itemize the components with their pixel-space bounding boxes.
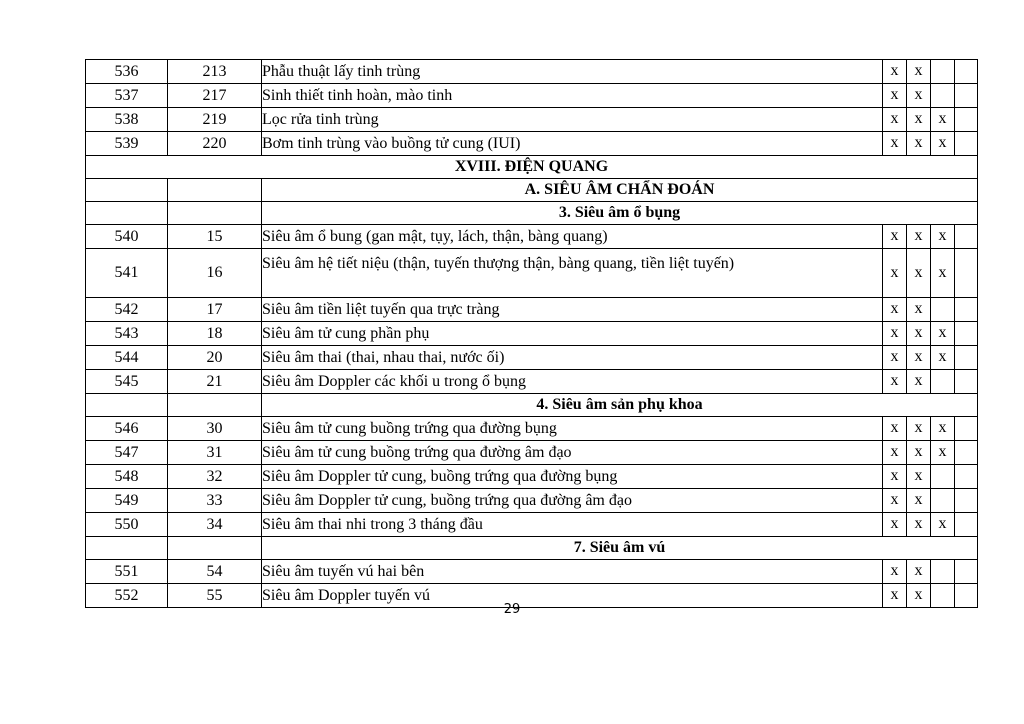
row-tt: 32	[168, 465, 262, 489]
row-mark-cell	[931, 84, 955, 108]
row-mark-cell	[907, 441, 931, 465]
section-title: A. SIÊU ÂM CHẨN ĐOÁN	[262, 179, 978, 202]
row-mark-cell	[883, 108, 907, 132]
empty-cell	[168, 179, 262, 202]
mark-x: x	[890, 62, 899, 79]
mark-x: x	[890, 491, 899, 508]
mark-x: x	[890, 110, 899, 127]
row-mark-cell	[907, 108, 931, 132]
empty-cell	[86, 394, 168, 417]
table-row	[86, 370, 978, 394]
mark-x: x	[914, 86, 923, 103]
row-mark-cell	[955, 132, 978, 156]
row-mark-cell	[931, 560, 955, 584]
row-procedure-name: Siêu âm tử cung buồng trứng qua đường âm đạo	[262, 441, 883, 465]
row-stt: 536	[86, 60, 168, 84]
mark-x: x	[914, 62, 923, 79]
table-row	[86, 465, 978, 489]
table-row	[86, 441, 978, 465]
mark-x: x	[890, 263, 899, 281]
row-mark-cell	[883, 249, 907, 298]
row-stt: 551	[86, 560, 168, 584]
row-mark-cell	[955, 322, 978, 346]
table-row	[86, 225, 978, 249]
row-mark-cell	[883, 322, 907, 346]
mark-x: x	[914, 515, 923, 532]
table-row	[86, 560, 978, 584]
row-procedure-name: Sinh thiết tinh hoàn, mào tinh	[262, 84, 883, 108]
row-procedure-name: Phẫu thuật lấy tinh trùng	[262, 60, 883, 84]
row-procedure-name: Siêu âm tuyến vú hai bên	[262, 560, 883, 584]
chapter-title: XVIII. ĐIỆN QUANG	[86, 156, 978, 179]
row-mark-cell	[955, 560, 978, 584]
mark-x: x	[914, 586, 923, 603]
row-mark-cell	[883, 60, 907, 84]
table-row	[86, 249, 978, 298]
row-mark-cell	[931, 370, 955, 394]
mark-x: x	[914, 419, 923, 436]
row-stt: 544	[86, 346, 168, 370]
row-tt: 16	[168, 249, 262, 298]
row-mark-cell	[931, 249, 955, 298]
row-mark-cell	[907, 513, 931, 537]
row-tt: 15	[168, 225, 262, 249]
section-row	[86, 202, 978, 225]
row-mark-cell	[883, 441, 907, 465]
mark-x: x	[890, 372, 899, 389]
row-mark-cell	[883, 132, 907, 156]
row-tt: 17	[168, 298, 262, 322]
table-row	[86, 298, 978, 322]
row-mark-cell	[955, 346, 978, 370]
row-mark-cell	[931, 225, 955, 249]
row-mark-cell	[883, 298, 907, 322]
row-procedure-name: Siêu âm hệ tiết niệu (thận, tuyến thượng thận, bàng quang, tiền liệt tuyến)	[262, 249, 883, 298]
row-stt: 550	[86, 513, 168, 537]
mark-x: x	[890, 467, 899, 484]
row-procedure-name: Bơm tinh trùng vào buồng tử cung (IUI)	[262, 132, 883, 156]
row-mark-cell	[955, 298, 978, 322]
mark-x: x	[914, 562, 923, 579]
row-mark-cell	[883, 370, 907, 394]
row-mark-cell	[931, 489, 955, 513]
section-row	[86, 179, 978, 202]
mark-x: x	[890, 586, 899, 603]
row-mark-cell	[931, 60, 955, 84]
mark-x: x	[914, 443, 923, 460]
row-tt: 31	[168, 441, 262, 465]
row-mark-cell	[907, 132, 931, 156]
row-mark-cell	[883, 84, 907, 108]
row-mark-cell	[883, 489, 907, 513]
row-mark-cell	[907, 298, 931, 322]
row-procedure-name: Siêu âm Doppler tử cung, buồng trứng qua đường âm đạo	[262, 489, 883, 513]
mark-x: x	[938, 110, 947, 127]
section-row	[86, 394, 978, 417]
row-mark-cell	[955, 417, 978, 441]
mark-x: x	[938, 443, 947, 460]
mark-x: x	[938, 134, 947, 151]
table-row	[86, 60, 978, 84]
row-stt: 552	[86, 584, 168, 608]
page-number: 29	[503, 602, 521, 617]
row-mark-cell	[955, 108, 978, 132]
row-tt: 18	[168, 322, 262, 346]
row-mark-cell	[931, 513, 955, 537]
row-stt: 547	[86, 441, 168, 465]
row-mark-cell	[955, 225, 978, 249]
row-mark-cell	[907, 322, 931, 346]
row-mark-cell	[883, 513, 907, 537]
table-row	[86, 346, 978, 370]
table-row	[86, 489, 978, 513]
row-stt: 543	[86, 322, 168, 346]
row-mark-cell	[907, 225, 931, 249]
mark-x: x	[890, 324, 899, 341]
row-mark-cell	[931, 132, 955, 156]
row-mark-cell	[907, 60, 931, 84]
section-title: 3. Siêu âm ổ bụng	[262, 202, 978, 225]
row-mark-cell	[955, 84, 978, 108]
row-mark-cell	[955, 465, 978, 489]
row-stt: 548	[86, 465, 168, 489]
procedure-table	[85, 59, 978, 608]
mark-x: x	[890, 86, 899, 103]
row-procedure-name: Siêu âm thai nhi trong 3 tháng đầu	[262, 513, 883, 537]
row-tt: 55	[168, 584, 262, 608]
row-mark-cell	[907, 370, 931, 394]
row-mark-cell	[955, 249, 978, 298]
row-mark-cell	[955, 489, 978, 513]
mark-x: x	[890, 515, 899, 532]
row-stt: 538	[86, 108, 168, 132]
row-stt: 541	[86, 249, 168, 298]
mark-x: x	[914, 372, 923, 389]
table-row	[86, 417, 978, 441]
row-tt: 21	[168, 370, 262, 394]
chapter-row	[86, 156, 978, 179]
row-stt: 540	[86, 225, 168, 249]
row-tt: 220	[168, 132, 262, 156]
row-procedure-name: Siêu âm tiền liệt tuyến qua trực tràng	[262, 298, 883, 322]
mark-x: x	[914, 263, 923, 281]
mark-x: x	[890, 562, 899, 579]
row-tt: 34	[168, 513, 262, 537]
row-procedure-name: Lọc rửa tinh trùng	[262, 108, 883, 132]
row-mark-cell	[907, 560, 931, 584]
procedure-table-body	[86, 60, 978, 608]
row-stt: 539	[86, 132, 168, 156]
row-tt: 54	[168, 560, 262, 584]
row-mark-cell	[883, 417, 907, 441]
mark-x: x	[914, 134, 923, 151]
row-stt: 537	[86, 84, 168, 108]
empty-cell	[86, 537, 168, 560]
row-procedure-name: Siêu âm Doppler tử cung, buồng trứng qua đường bụng	[262, 465, 883, 489]
row-mark-cell	[907, 417, 931, 441]
empty-cell	[86, 202, 168, 225]
row-mark-cell	[955, 513, 978, 537]
empty-cell	[168, 394, 262, 417]
row-mark-cell	[931, 298, 955, 322]
row-mark-cell	[955, 441, 978, 465]
row-mark-cell	[955, 60, 978, 84]
section-title: 4. Siêu âm sản phụ khoa	[262, 394, 978, 417]
row-procedure-name: Siêu âm Doppler tuyến vú	[262, 584, 883, 608]
table-row	[86, 108, 978, 132]
mark-x: x	[938, 227, 947, 244]
row-mark-cell	[907, 489, 931, 513]
row-stt: 545	[86, 370, 168, 394]
row-mark-cell	[931, 108, 955, 132]
row-procedure-name: Siêu âm ổ bung (gan mật, tụy, lách, thận, bàng quang)	[262, 225, 883, 249]
row-stt: 542	[86, 298, 168, 322]
row-procedure-name: Siêu âm tử cung phần phụ	[262, 322, 883, 346]
row-stt: 546	[86, 417, 168, 441]
row-mark-cell	[883, 346, 907, 370]
section-row	[86, 537, 978, 560]
row-mark-cell	[883, 465, 907, 489]
mark-x: x	[914, 300, 923, 317]
mark-x: x	[938, 419, 947, 436]
mark-x: x	[890, 419, 899, 436]
mark-x: x	[938, 348, 947, 365]
empty-cell	[168, 202, 262, 225]
mark-x: x	[914, 110, 923, 127]
mark-x: x	[890, 443, 899, 460]
row-tt: 20	[168, 346, 262, 370]
row-mark-cell	[907, 465, 931, 489]
empty-cell	[86, 179, 168, 202]
row-tt: 213	[168, 60, 262, 84]
mark-x: x	[938, 263, 947, 281]
row-mark-cell	[955, 370, 978, 394]
table-row	[86, 513, 978, 537]
row-mark-cell	[931, 465, 955, 489]
row-stt: 549	[86, 489, 168, 513]
row-mark-cell	[907, 84, 931, 108]
row-tt: 219	[168, 108, 262, 132]
empty-cell	[168, 537, 262, 560]
row-procedure-name: Siêu âm tử cung buồng trứng qua đường bụng	[262, 417, 883, 441]
mark-x: x	[938, 324, 947, 341]
mark-x: x	[890, 227, 899, 244]
row-mark-cell	[931, 441, 955, 465]
mark-x: x	[890, 300, 899, 317]
row-procedure-name: Siêu âm thai (thai, nhau thai, nước ối)	[262, 346, 883, 370]
row-mark-cell	[907, 346, 931, 370]
mark-x: x	[914, 348, 923, 365]
mark-x: x	[890, 348, 899, 365]
mark-x: x	[938, 515, 947, 532]
row-procedure-name: Siêu âm Doppler các khối u trong ổ bụng	[262, 370, 883, 394]
row-mark-cell	[883, 225, 907, 249]
mark-x: x	[914, 227, 923, 244]
mark-x: x	[890, 134, 899, 151]
row-mark-cell	[883, 560, 907, 584]
row-tt: 30	[168, 417, 262, 441]
row-mark-cell	[931, 346, 955, 370]
row-tt: 33	[168, 489, 262, 513]
table-row	[86, 322, 978, 346]
section-title: 7. Siêu âm vú	[262, 537, 978, 560]
row-mark-cell	[931, 322, 955, 346]
row-mark-cell	[931, 417, 955, 441]
row-mark-cell	[907, 249, 931, 298]
mark-x: x	[914, 324, 923, 341]
table-row	[86, 84, 978, 108]
table-row	[86, 132, 978, 156]
mark-x: x	[914, 467, 923, 484]
mark-x: x	[914, 491, 923, 508]
row-tt: 217	[168, 84, 262, 108]
